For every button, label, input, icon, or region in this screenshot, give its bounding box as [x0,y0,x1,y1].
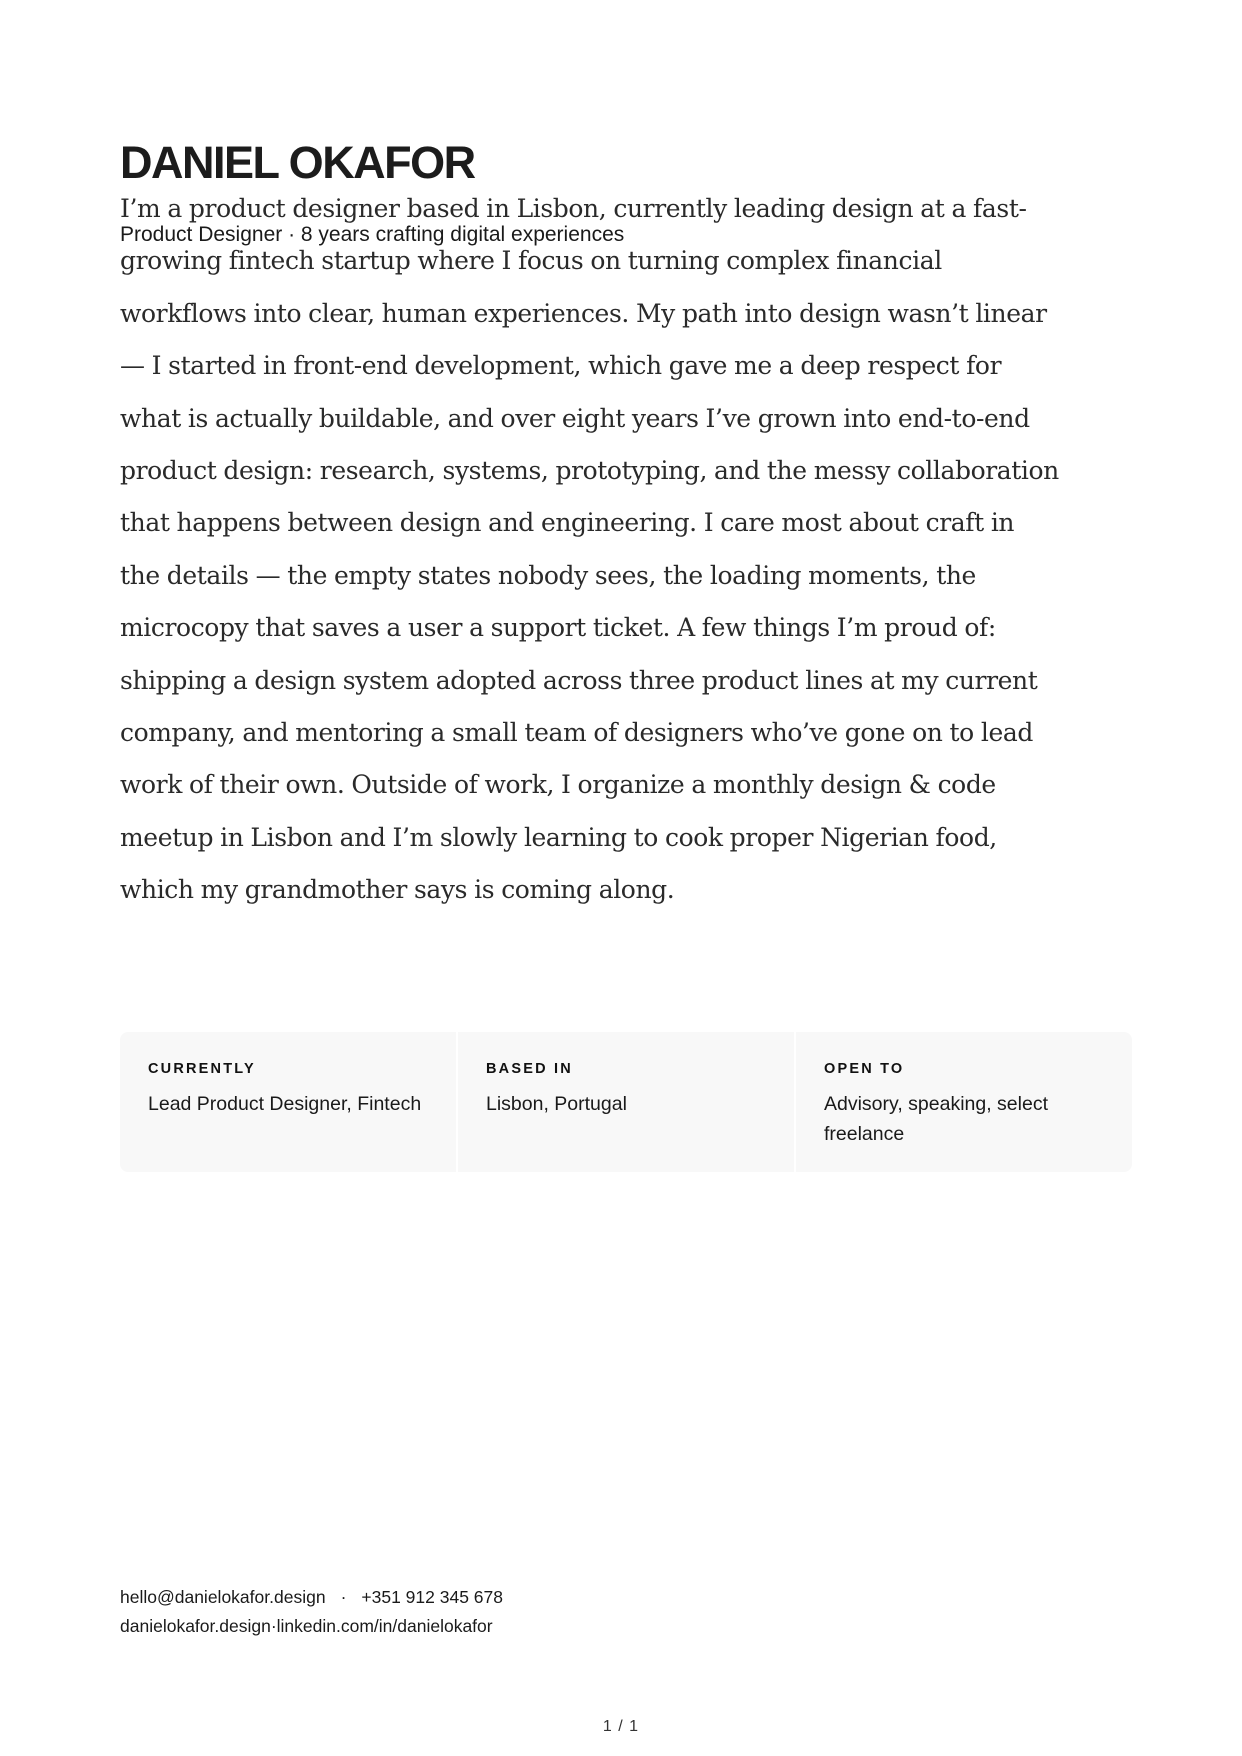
fact-value: Advisory, speaking, select freelance [824,1093,1048,1145]
separator: · [340,1587,347,1607]
bio-paragraph: I’m a product designer based in Lisbon, currently leading design at a fast-growing fintech startup where I focus on turning complex financial workflows into clear, human experiences. My path into design wasn’t linear — I started in front-end development, which gave me a deep respect for what is actually buildable, and over eight years I’ve grown into end-to-end product design: research, systems, prototyping, and the messy collaboration that happens between design and engineering. I care most about craft in the details — the empty states nobody sees, the loading moments, the microcopy that saves a user a support ticket. A few things I’m proud of: shipping a design system adopted across three product lines at my current company, and mentoring a small team of designers who’ve gone on to lead work of their own. Outside of work, I organize a monthly design & code meetup in Lisbon and I’m slowly learning to cook proper Nigerian food, which my grandmother says is coming along. [120,194,1059,905]
fact-label: BASED IN [486,1061,573,1077]
fact-value: Lisbon, Portugal [486,1093,627,1115]
fact-label: OPEN TO [824,1061,905,1077]
phone-link[interactable]: +351 912 345 678 [361,1587,503,1607]
fact-currently [120,1032,456,1172]
fact-value: Lead Product Designer, Fintech [148,1093,422,1115]
subtitle: Product Designer · 8 years crafting digital experiences [120,223,625,246]
email-link[interactable]: hello@danielokafor.design [120,1587,326,1607]
contact-block [120,1583,503,1641]
separator: · [270,1616,277,1636]
fact-based-in [458,1032,794,1172]
page-number: 1 / 1 [602,1718,640,1735]
linkedin-link[interactable]: linkedin.com/in/danielokafor [276,1616,493,1636]
fact-open-to [796,1032,1132,1172]
quick-facts [120,1032,1132,1172]
contact-line-primary [120,1583,503,1612]
fact-label: CURRENTLY [148,1061,256,1077]
website-link[interactable]: danielokafor.design [120,1616,271,1636]
person-name: DANIEL OKAFOR [120,137,475,188]
contact-line-secondary [120,1612,503,1641]
